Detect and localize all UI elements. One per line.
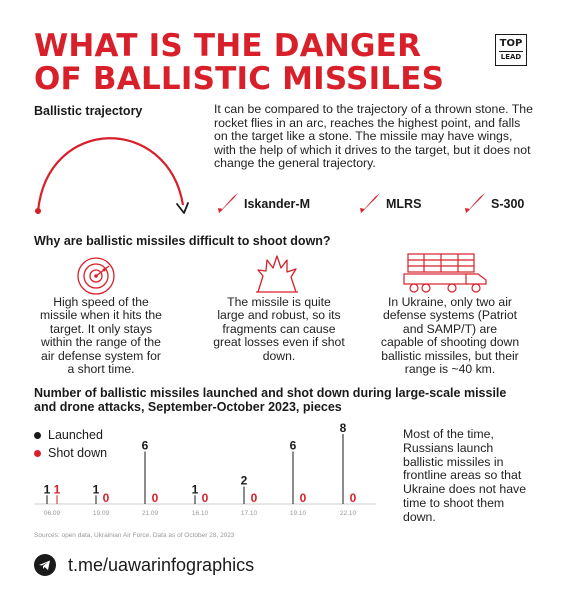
sources-note: Sources: open data, Ukrainian Air Force. Data as of October 28, 2023 [34,532,235,539]
missile-label: Iskander-M [244,197,310,211]
missile-iskander-m [214,191,310,217]
radar-icon [76,256,116,296]
reason-systems-text: In Ukraine, only two air defense systems (Patriot and SAMP/T) are capable of shooting down ballistic missiles, but their range is ~40 km. [380,295,520,377]
missile-icon [461,191,487,217]
missile-s-300 [461,191,524,217]
data-label: 1 [43,482,51,497]
data-label: 0 [349,491,357,505]
missiles-chart [30,420,380,522]
page-title [34,30,454,96]
x-tick-label: 19.09 [92,510,110,517]
missile-label: MLRS [386,197,422,211]
data-label: 1 [92,482,100,497]
data-label: 6 [289,438,297,453]
title-line-2: OF BALLISTIC MISSILES [34,61,445,97]
telegram-icon [34,554,56,576]
data-label: 0 [201,491,209,505]
missile-icon [214,191,240,217]
why-heading: Why are ballistic missiles difficult to shoot down? [34,234,331,248]
chart-heading: Number of ballistic missiles launched and shot down during large-scale missile and drone attacks, September-October 2023, pieces [34,386,507,414]
data-label: 0 [299,491,307,505]
logo-top-text: TOP [499,38,523,49]
x-tick-label: 16.10 [191,510,209,517]
trajectory-arc-icon [28,125,198,225]
chart-note: Most of the time, Russians launch ballistic missiles in frontline areas so that Ukraine does not have time to shoot them down. [403,427,527,524]
top-lead-logo [495,34,527,66]
x-tick-label: 21.09 [141,510,159,517]
missile-icon [356,191,382,217]
telegram-link[interactable]: t.me/uawarinfographics [68,554,255,575]
data-label: 1 [191,482,199,497]
data-label: 0 [151,491,159,505]
data-label: 6 [141,438,149,453]
missile-mlrs [356,191,421,217]
x-tick-label: 06.09 [43,510,61,517]
x-tick-label: 19.10 [289,510,307,517]
data-label: 0 [250,491,258,505]
data-label: 8 [339,421,347,435]
data-label: 2 [240,473,248,488]
data-label: 0 [102,491,110,505]
air-defense-launcher-icon [400,250,492,296]
trajectory-description: It can be compared to the trajectory of a thrown stone. The rocket flies in an arc, reaches the highest point, and falls on the target like a stone. The missile may have wings, with the help of which it drives to the target, but it does not change the general trajectory. [214,102,533,171]
logo-bottom-text: LEAD [500,53,522,61]
explosion-icon [254,254,300,294]
title-line-1: WHAT IS THE DANGER [34,28,422,64]
legend-label-shot-down: Shot down [48,446,108,460]
data-label: 1 [53,482,61,497]
missile-label: S-300 [491,197,525,211]
reason-robust-text: The missile is quite large and robust, so its fragments can cause great losses even if shot down. [213,295,345,363]
trajectory-heading: Ballistic trajectory [34,104,143,118]
x-tick-label: 22.10 [339,510,357,517]
x-tick-label: 17.10 [240,510,258,517]
legend-label-launched: Launched [48,428,103,442]
footer [34,554,254,576]
reason-speed-text: High speed of the missile when it hits the target. It only stays within the range of the air defense system for a short time. [40,295,162,377]
